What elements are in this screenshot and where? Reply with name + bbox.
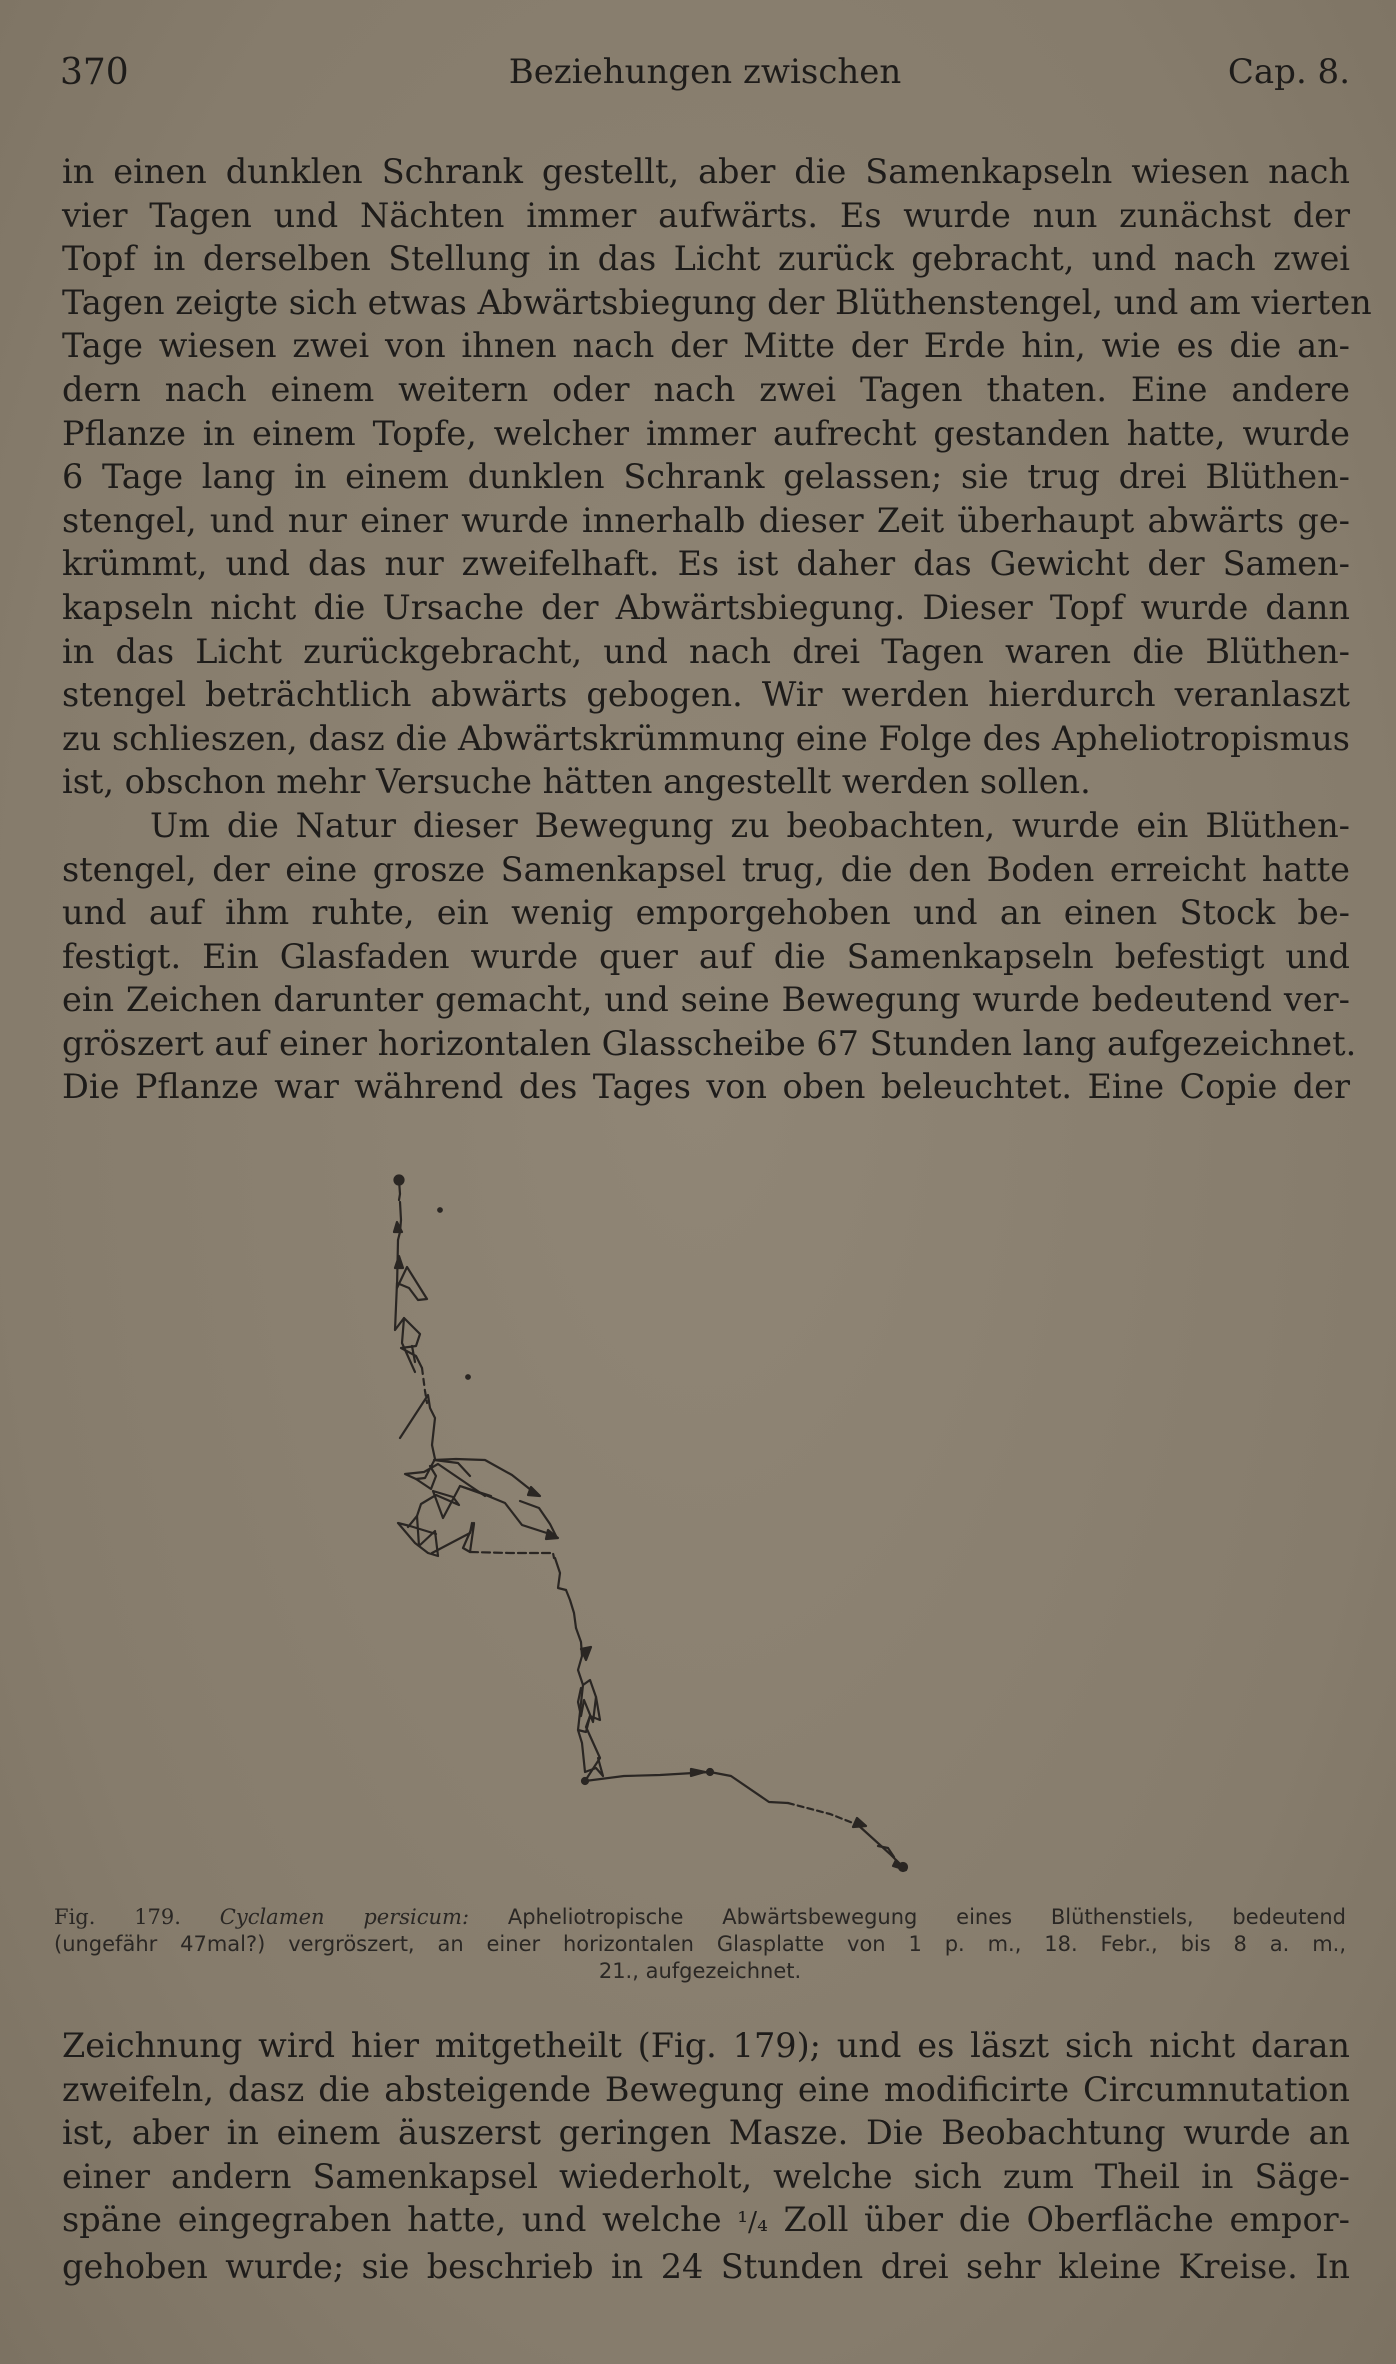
dot-mark xyxy=(438,1208,442,1212)
caption-line-2: (ungefähr 47mal?) vergröszert, an einer horizontalen Glasplatte von 1 p. m., 18. Febr., bis 8 a. m., xyxy=(54,1932,1346,1956)
trace-segment xyxy=(463,1523,474,1552)
text-line: Um die Natur dieser Bewegung zu beobachten, wurde ein Blüthen- xyxy=(150,805,1350,845)
text-line: Tagen zeigte sich etwas Abwärtsbiegung der Blüthenstengel, und am vierten xyxy=(62,282,1372,322)
text-line: ist, obschon mehr Versuche hätten angestellt werden sollen. xyxy=(62,762,1091,802)
text-line: stengel, und nur einer wurde innerhalb dieser Zeit überhaupt abwärts ge- xyxy=(62,500,1350,540)
body-text-top xyxy=(62,150,1372,1109)
text-line: Pflanze in einem Topfe, welcher immer aufrecht gestanden hatte, wurde xyxy=(62,413,1350,453)
dot-mark xyxy=(466,1375,470,1379)
trace-segment xyxy=(555,1558,566,1590)
paragraph-3 xyxy=(62,2024,1350,2289)
caption-species: Cyclamen persicum: xyxy=(219,1905,470,1929)
figure-179-tracing xyxy=(360,1160,1040,1900)
trace-segment xyxy=(788,1803,858,1825)
caption-line-3: 21., aufgezeichnet. xyxy=(598,1959,802,1983)
trace-segment xyxy=(405,1445,485,1496)
trace-segment xyxy=(398,1516,438,1556)
text-line: festigt. Ein Glasfaden wurde quer auf die Samenkapseln befestigt und xyxy=(62,936,1350,976)
arrow-icon xyxy=(395,1256,403,1268)
caption-label: Fig. 179. xyxy=(54,1905,181,1929)
text-line xyxy=(62,2198,1350,2245)
chapter-label: Cap. 8. xyxy=(1227,52,1350,92)
trace-segment xyxy=(400,1395,435,1445)
text-line: 6 Tage lang in einem dunklen Schrank gelassen; sie trug drei Blüthen- xyxy=(62,457,1350,497)
text-line: Topf in derselben Stellung in das Licht zurück gebracht, und nach zwei xyxy=(62,239,1350,279)
trace-segment xyxy=(578,1685,600,1732)
fraction-quarter: ¹/₄ xyxy=(737,2207,768,2239)
text-line: gehoben wurde; sie beschrieb in 24 Stunden drei sehr kleine Kreise. In xyxy=(62,2246,1350,2286)
caption-text: Apheliotropische Abwärtsbewegung eines Blüthenstiels, bedeutend xyxy=(507,1905,1346,1929)
text-line: ist, aber in einem äuszerst geringen Masze. Die Beobachtung wurde an xyxy=(62,2113,1350,2153)
trace-segment xyxy=(397,1240,427,1300)
text-fragment: Zoll über die Oberfläche empor- xyxy=(767,2200,1350,2240)
trace-segment xyxy=(470,1552,554,1558)
page-number: 370 xyxy=(60,52,129,93)
text-line: stengel beträchtlich abwärts gebogen. Wir werden hierdurch veranlaszt xyxy=(62,675,1350,715)
text-line: ein Zeichen darunter gemacht, und seine Bewegung wurde bedeutend ver- xyxy=(62,980,1350,1020)
movement-tracing-drawing xyxy=(360,1160,1040,1900)
arrow-icon xyxy=(853,1818,866,1827)
text-line: dern nach einem weitern oder nach zwei Tagen thaten. Eine andere xyxy=(62,369,1350,409)
text-line: in einen dunklen Schrank gestellt, aber die Samenkapseln wiesen nach xyxy=(62,152,1350,191)
trace-segment xyxy=(566,1590,576,1628)
text-line: gröszert auf einer horizontalen Glasscheibe 67 Stunden lang aufgezeichnet. xyxy=(62,1023,1357,1063)
figure-caption xyxy=(54,1904,1346,1985)
text-line: Die Pflanze war während des Tages von oben beleuchtet. Eine Copie der xyxy=(62,1067,1350,1107)
text-line: Tage wiesen zwei von ihnen nach der Mitte der Erde hin, wie es die an- xyxy=(62,326,1350,366)
text-line: zu schlieszen, dasz die Abwärtskrümmung eine Folge des Apheliotropismus xyxy=(62,718,1350,758)
end-point xyxy=(899,1863,907,1871)
arrow-icon xyxy=(691,1769,705,1776)
text-line: Zeichnung wird hier mitgetheilt (Fig. 179); und es läszt sich nicht daran xyxy=(62,2026,1350,2065)
text-line: zweifeln, dasz die absteigende Bewegung eine modificirte Circumnutation xyxy=(62,2069,1350,2109)
text-line: stengel, der eine grosze Samenkapsel trug, die den Boden erreicht hatte xyxy=(62,849,1350,889)
text-line: und auf ihm ruhte, ein wenig emporgehoben und an einen Stock be- xyxy=(62,893,1350,933)
body-text-bottom xyxy=(62,2024,1350,2289)
running-head xyxy=(60,52,1350,102)
dot-mark xyxy=(582,1778,588,1784)
trace-segment xyxy=(576,1628,596,1722)
running-title: Beziehungen zwischen xyxy=(508,52,902,92)
paragraph-1 xyxy=(62,150,1372,804)
text-fragment: späne eingegraben hatte, und welche xyxy=(62,2200,738,2240)
arrow-icon xyxy=(528,1487,540,1496)
paragraph-2 xyxy=(62,804,1357,1109)
trace-segment xyxy=(710,1772,788,1803)
dot-mark xyxy=(707,1769,713,1775)
text-line: vier Tagen und Nächten immer aufwärts. Es wurde nun zunächst der xyxy=(62,195,1350,235)
trace-segment xyxy=(434,1459,536,1494)
text-line: krümmt, und das nur zweifelhaft. Es ist daher das Gewicht der Samen- xyxy=(62,544,1350,584)
text-line: kapseln nicht die Ursache der Abwärtsbiegung. Dieser Topf wurde dann xyxy=(62,587,1350,627)
text-line: einer andern Samenkapsel wiederholt, welche sich zum Theil in Säge- xyxy=(62,2156,1350,2196)
text-line: in das Licht zurückgebracht, und nach drei Tagen waren die Blüthen- xyxy=(62,631,1350,671)
caption-line-1 xyxy=(54,1904,1346,1931)
